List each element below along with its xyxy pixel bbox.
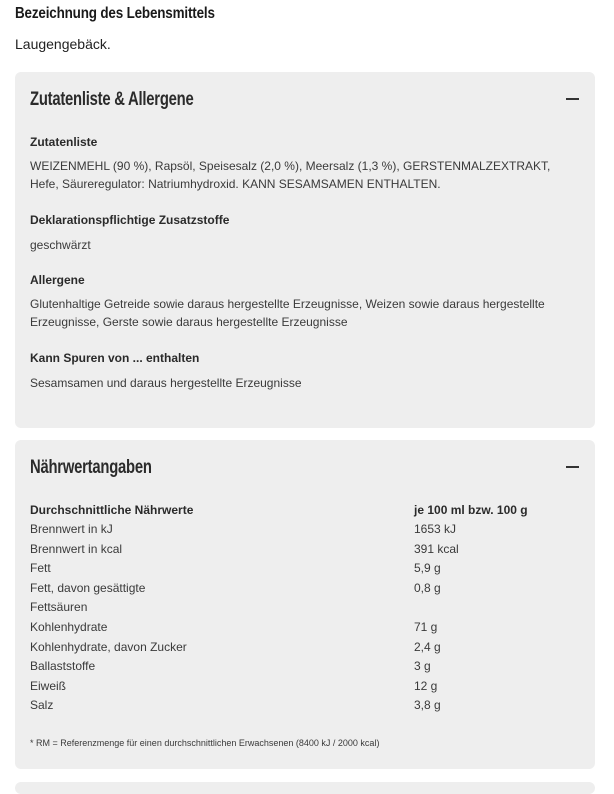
nutrition-header-label: Durchschnittliche Nährwerte — [30, 503, 194, 517]
section-title-ingredients: Zutatenliste — [30, 135, 98, 149]
table-row — [15, 638, 595, 658]
ingredients-accordion — [15, 72, 595, 428]
nutrient-label: Brennwert in kJ — [30, 522, 113, 536]
table-row — [15, 559, 595, 579]
nutrition-table — [15, 520, 595, 716]
nutrient-value: 1653 kJ — [414, 522, 457, 536]
table-row — [15, 696, 595, 716]
nutrient-label: Salz — [30, 698, 54, 713]
ingredients-accordion-title[interactable]: Zutatenliste & Allergene — [30, 89, 194, 110]
nutrient-value: 12 g — [414, 678, 438, 693]
nutrient-value: 3,8 g — [414, 698, 441, 713]
product-name: Laugengebäck. — [15, 36, 111, 52]
nutrient-value: 391 kcal — [414, 541, 459, 556]
nutrient-value: 0,8 g — [414, 580, 441, 595]
nutrient-value: 2,4 g — [414, 639, 441, 654]
table-row — [15, 657, 595, 677]
nutrition-accordion-title[interactable]: Nährwertangaben — [30, 457, 152, 478]
nutrient-label: Fett — [30, 561, 51, 576]
nutrient-label: Kohlenhydrate — [30, 619, 108, 634]
nutrient-label: Kohlenhydrate, davon Zucker — [30, 639, 187, 654]
collapse-nutrition-button[interactable] — [561, 456, 583, 478]
table-row — [15, 540, 595, 560]
nutrient-value: 3 g — [414, 659, 431, 674]
section-text-ingredients: WEIZENMEHL (90 %), Rapsöl, Speisesalz (2,0 %), Meersalz (1,3 %), GERSTENMALZEXTRAKT, Hefe, Säureregulator: Natriumhydroxid. KANN SESAMSAMEN ENTHALTEN. — [30, 159, 551, 191]
nutrient-label: Brennwert in kcal — [30, 541, 123, 556]
minus-icon — [566, 466, 579, 468]
section-title-additives: Deklarationspflichtige Zusatzstoffe — [30, 213, 230, 227]
section-text-additives: geschwärzt — [30, 238, 91, 252]
product-heading: Bezeichnung des Lebensmittels — [15, 5, 215, 22]
section-text-allergens: Glutenhaltige Getreide sowie daraus hergestellte Erzeugnisse, Weizen sowie daraus hergestellte Erzeugnisse, Gerste sowie daraus hergestellte Erzeugnisse — [30, 297, 545, 329]
section-text-traces: Sesamsamen und daraus hergestellte Erzeugnisse — [30, 376, 302, 390]
minus-icon — [566, 98, 579, 100]
collapse-ingredients-button[interactable] — [561, 88, 583, 110]
next-accordion[interactable] — [15, 782, 595, 794]
nutrition-header-value: je 100 ml bzw. 100 g — [414, 503, 528, 517]
table-row — [15, 579, 595, 618]
table-row — [15, 618, 595, 638]
section-title-traces: Kann Spuren von ... enthalten — [30, 351, 200, 365]
nutrition-accordion — [15, 440, 595, 769]
nutrient-label: Fett, davon gesättigte Fettsäuren — [30, 580, 146, 615]
table-row — [15, 677, 595, 697]
nutrient-value: 71 g — [414, 619, 438, 634]
nutrient-label: Ballaststoffe — [30, 659, 96, 674]
nutrition-footnote: * RM = Referenzmenge für einen durchschnittlichen Erwachsenen (8400 kJ / 2000 kcal) — [30, 738, 380, 748]
nutrient-value: 5,9 g — [414, 561, 441, 576]
nutrient-label: Eiweiß — [30, 678, 67, 693]
table-row — [15, 520, 595, 540]
section-title-allergens: Allergene — [30, 273, 85, 287]
